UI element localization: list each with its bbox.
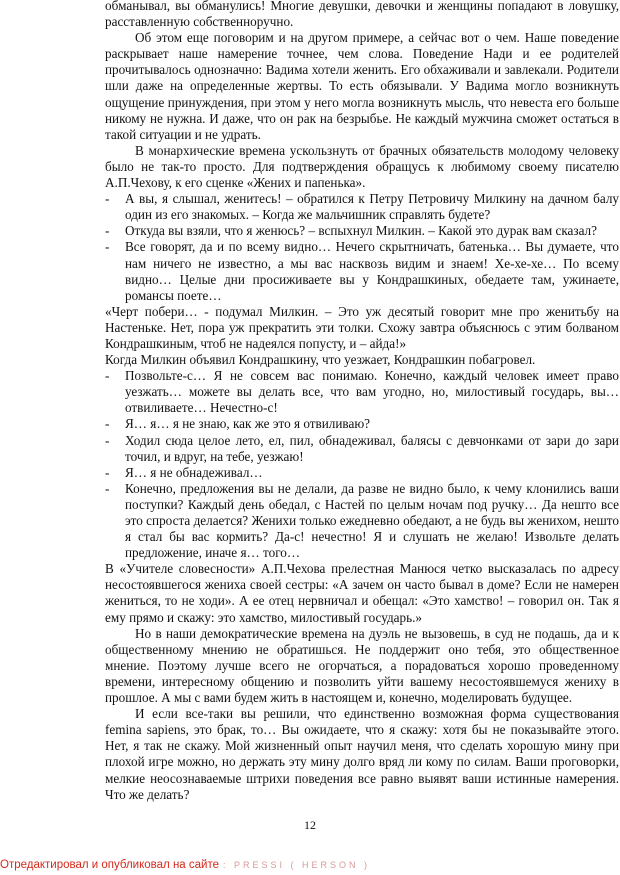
dash-marker: - [105, 368, 110, 384]
dialogue-text: Позвольте-с… Я не совсем вас понимаю. Конечно, каждый человек имеет право уезжать… можете вы делать все, что вам угодно, но, милостивый государь, вы… отвиливаете… Нечестно-с! [125, 368, 619, 416]
dash-marker: - [105, 416, 110, 432]
dialogue-text: Я… я… я не знаю, как же это я отвиливаю? [125, 416, 371, 432]
dialogue-line [105, 239, 619, 303]
paragraph-continued: обманывал, вы обманулись! Многие девушки, девочки и женщины попадают в ловушку, расставленную собственноручно. [105, 0, 619, 30]
dash-marker: - [105, 191, 110, 207]
footer-credit [0, 856, 620, 875]
dash-marker: - [105, 239, 110, 255]
paragraph: В монархические времена ускользнуть от брачных обязательств молодому человеку было не так-то просто. Для подтверждения обращусь к любимому своему писателю А.П.Чехову, к его сценке «Жених и папенька». [105, 142, 619, 191]
dialogue-line [105, 416, 619, 432]
dialogue-line [105, 223, 619, 239]
paragraph: Об этом еще поговорим и на другом примере, а сейчас вот о чем. Наше поведение раскрывает наше намерение точнее, чем слова. Поведение Нади и ее родителей прочитывалось однозначно: Вадима хотели женить. Его обхаживали и завлекали. Родители шли даже на определенные жертвы. То есть обязывали. У Вадима могло возникнуть ощущение принуждения, при этом у него могла возникнуть мысль, что невеста его больше никому не нужна. И даже, что он рак на безрыбье. Не каждый мужчина сможет остаться в такой ситуации и не удрать. [105, 30, 619, 142]
footer-published-text: Отредактировал и опубликовал на сайте [0, 859, 219, 871]
body-text [105, 0, 619, 803]
dialogue-line [105, 481, 619, 561]
paragraph: Но в наши демократические времена на дуэль не вызовешь, в суд не подашь, да и к общественному мнению не обратишься. Не поддержит оно тебя, это общественное мнение. Поэтому лучше всего не огорчаться, а порадоваться хорошо проведенному времени, интересному общению и позволить уйти вашему несостоявшемуся жениху в прошлое. А мы с вами будем жить в настоящем и, конечно, моделировать будущее. [105, 625, 619, 706]
dialogue-line [105, 465, 619, 481]
quote-paragraph: «Черт побери… - подумал Милкин. – Это уж десятый говорит мне про женитьбу на Настеньке. Нет, пора уж прекратить эти толки. Схожу завтра объяснюсь с этим болваном Кондрашкиным, чтоб не надеялся попусту, и – айда!» [105, 303, 619, 351]
dash-marker: - [105, 432, 110, 448]
dialogue-text: Все говорят, да и по всему видно… Нечего скрытничать, батенька… Вы думаете, что нам ничего не известно, а мы вас насквозь видим и знаем! Хе-хе-хе… По всему видно… Целые дни просиживаете вы у Кондрашкиных, обедаете там, ужинаете, романсы поете… [125, 239, 619, 303]
dialogue-text: Откуда вы взяли, что я женюсь? – вспыхнул Милкин. – Какой это дурак вам сказал? [125, 223, 597, 239]
dialogue-line [105, 191, 619, 223]
dialogue-text: Ходил сюда целое лето, ел, пил, обнадеживал, балясы с девчонками от зари до зари точил, и вдруг, на тебе, уезжаю! [125, 432, 619, 464]
paragraph: И если все-таки вы решили, что единственно возможная форма существования femina sapiens, это брак, то… Вы ожидаете, что я скажу: хотя бы не показывайте этого. Нет, я так не скажу. Мой жизненный опыт научил меня, что сделать хорошую мину при плохой игре можно, но держать эту мину долго вряд ли кому по силам. Ваши проговорки, мелкие неосознаваемые штрихи поведения все равно выявят ваши истинные намерения. Что же делать? [105, 706, 619, 802]
dialogue-line [105, 368, 619, 416]
dialogue-text: А вы, я слышал, женитесь! – обратился к Петру Петровичу Милкину на дачном балу один из его знакомых. – Когда же мальчишник справлять будете? [125, 191, 619, 223]
paragraph: Когда Милкин объявил Кондрашкину, что уезжает, Кондрашкин побагровел. [105, 352, 536, 368]
paragraph: В «Учителе словесности» А.П.Чехова прелестная Манюся четко высказалась по адресу несостоявшегося жениха своей сестры: «А зачем он часто бывал в доме? Если не намерен жениться, то не ходи». А ее отец нервничал и обещал: «Это хамство! – говорил он. Так я ему прямо и скажу: это хамство, милостивый государь.» [105, 561, 619, 625]
footer-site-name: : PRESSI ( HERSON ) [223, 860, 371, 870]
dialogue-text: Конечно, предложения вы не делали, да разве не видно было, к чему клонились ваши поступки? Каждый день обедал, с Настей по целым ночам под ручку… Да нешто все это спроста делается? Женихи только ежедневно обедают, а не будь вы женихом, нешто я стал бы вас кормить? Да-с! нечестно! Я и слушать не желаю! Извольте делать предложение, иначе я… того… [125, 480, 619, 561]
dialogue-text: Я… я не обнадеживал… [125, 464, 263, 480]
dash-marker: - [105, 223, 110, 239]
page-number: 12 [304, 818, 316, 832]
dialogue-line [105, 433, 619, 465]
dash-marker: - [105, 480, 110, 496]
dash-marker: - [105, 464, 110, 480]
